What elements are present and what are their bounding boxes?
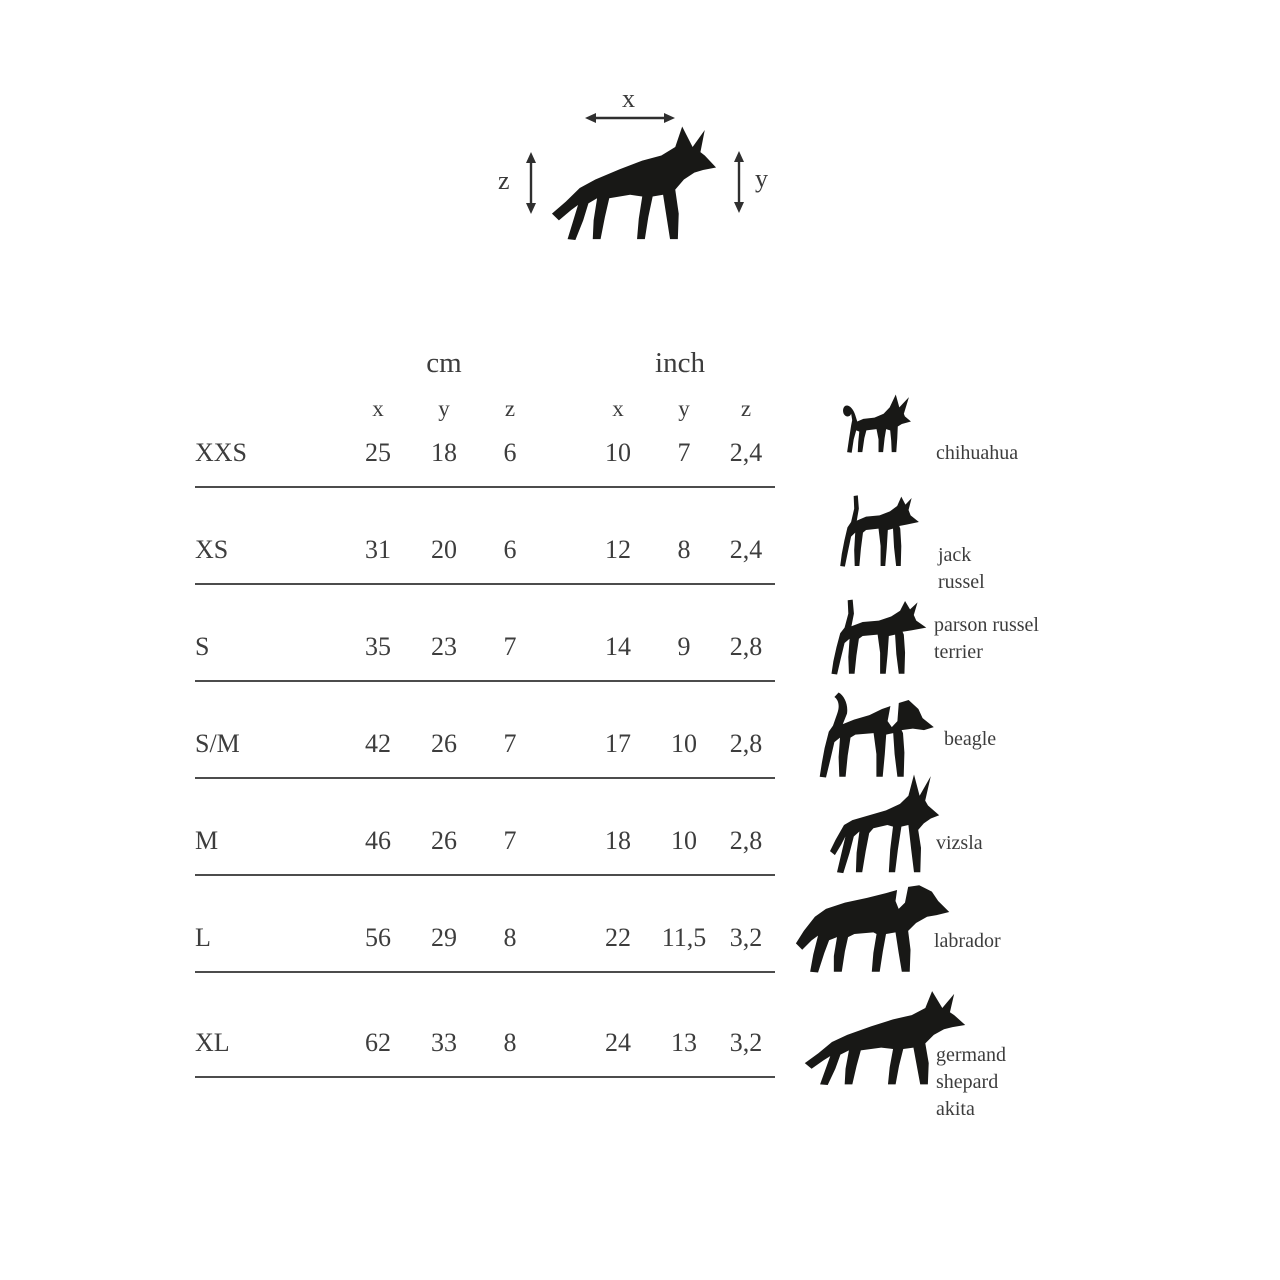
inch-z-value: 2,8 [729, 729, 763, 758]
cm-z-value: 7 [503, 632, 517, 661]
table-row [195, 973, 775, 1078]
cm-y-value: 23 [431, 632, 457, 661]
size-table [195, 338, 775, 1078]
inch-x-header: x [612, 396, 624, 421]
measurement-dog-figure [545, 118, 723, 246]
vizsla-silhouette-icon [816, 768, 942, 878]
inch-z-value: 3,2 [729, 1028, 763, 1057]
z-arrow-icon [523, 152, 539, 214]
table-row [195, 682, 775, 779]
inch-y-value: 10 [671, 826, 697, 855]
size-label: S [195, 632, 210, 661]
inch-x-value: 24 [605, 1028, 631, 1057]
axis-header-row [195, 388, 775, 430]
cm-z-value: 8 [503, 923, 517, 952]
inch-z-header: z [740, 396, 752, 421]
breed-label: labrador [934, 930, 1001, 952]
size-label: L [195, 923, 211, 952]
inch-x-value: 10 [605, 438, 631, 467]
cm-z-value: 6 [503, 438, 517, 467]
size-label: XL [195, 1028, 230, 1057]
breed-label: chihuahua [936, 442, 1019, 464]
size-label: S/M [195, 729, 240, 758]
cm-x-value: 62 [365, 1028, 391, 1057]
inch-z-value: 2,8 [729, 826, 763, 855]
cm-z-value: 7 [503, 826, 517, 855]
x-dimension-label: x [622, 84, 635, 113]
breed-label: jack russel [938, 544, 985, 593]
cm-z-value: 7 [503, 729, 517, 758]
cm-y-value: 18 [431, 438, 457, 467]
chihuahua-silhouette-icon [838, 392, 914, 456]
table-row [195, 585, 775, 682]
cm-x-header: x [372, 396, 384, 421]
size-label: XXS [195, 438, 248, 467]
inch-x-value: 22 [605, 923, 631, 952]
inch-z-value: 2,8 [729, 632, 763, 661]
breed-label: beagle [944, 728, 997, 750]
size-label: M [195, 826, 219, 855]
inch-y-value: 11,5 [661, 923, 707, 952]
y-arrow-icon [731, 151, 747, 213]
unit-header-row [195, 338, 775, 388]
cm-y-value: 29 [431, 923, 457, 952]
table-row [195, 876, 775, 973]
cm-z-value: 6 [503, 535, 517, 564]
y-dimension-label: y [755, 164, 768, 193]
breed-label: germand shepard akita [936, 1044, 1006, 1120]
cm-x-value: 56 [365, 923, 391, 952]
dog-silhouette-icon [545, 118, 723, 246]
inch-z-value: 3,2 [729, 923, 763, 952]
cm-y-header: y [438, 396, 450, 421]
inch-y-header: y [678, 396, 690, 421]
cm-y-value: 26 [431, 826, 457, 855]
cm-x-value: 42 [365, 729, 391, 758]
inch-y-value: 10 [671, 729, 697, 758]
cm-y-value: 26 [431, 729, 457, 758]
inch-z-value: 2,4 [729, 438, 763, 467]
cm-y-value: 33 [431, 1028, 457, 1057]
inch-x-value: 18 [605, 826, 631, 855]
parson-russel-silhouette-icon [824, 594, 930, 678]
size-label: XS [195, 535, 229, 564]
cm-x-value: 35 [365, 632, 391, 661]
labrador-silhouette-icon [788, 868, 954, 978]
breed-label: parson russel terrier [934, 614, 1039, 663]
breed-label: vizsla [936, 832, 983, 854]
inch-y-value: 13 [671, 1028, 697, 1057]
cm-z-header: z [504, 396, 516, 421]
inch-x-value: 17 [605, 729, 631, 758]
table-row [195, 430, 775, 488]
cm-x-value: 46 [365, 826, 391, 855]
inch-y-value: 9 [677, 632, 691, 661]
inch-x-value: 14 [605, 632, 631, 661]
cm-y-value: 20 [431, 535, 457, 564]
z-dimension-label: z [498, 166, 510, 195]
table-row [195, 779, 775, 876]
inch-y-value: 8 [677, 535, 691, 564]
jack-russel-silhouette-icon [834, 490, 922, 570]
inch-z-value: 2,4 [729, 535, 763, 564]
inch-x-value: 12 [605, 535, 631, 564]
inch-header: inch [655, 346, 705, 379]
cm-header: cm [426, 346, 462, 379]
cm-z-value: 8 [503, 1028, 517, 1057]
table-row [195, 488, 775, 585]
cm-x-value: 25 [365, 438, 391, 467]
x-arrow-icon [585, 110, 675, 126]
inch-y-value: 7 [677, 438, 691, 467]
cm-x-value: 31 [365, 535, 391, 564]
